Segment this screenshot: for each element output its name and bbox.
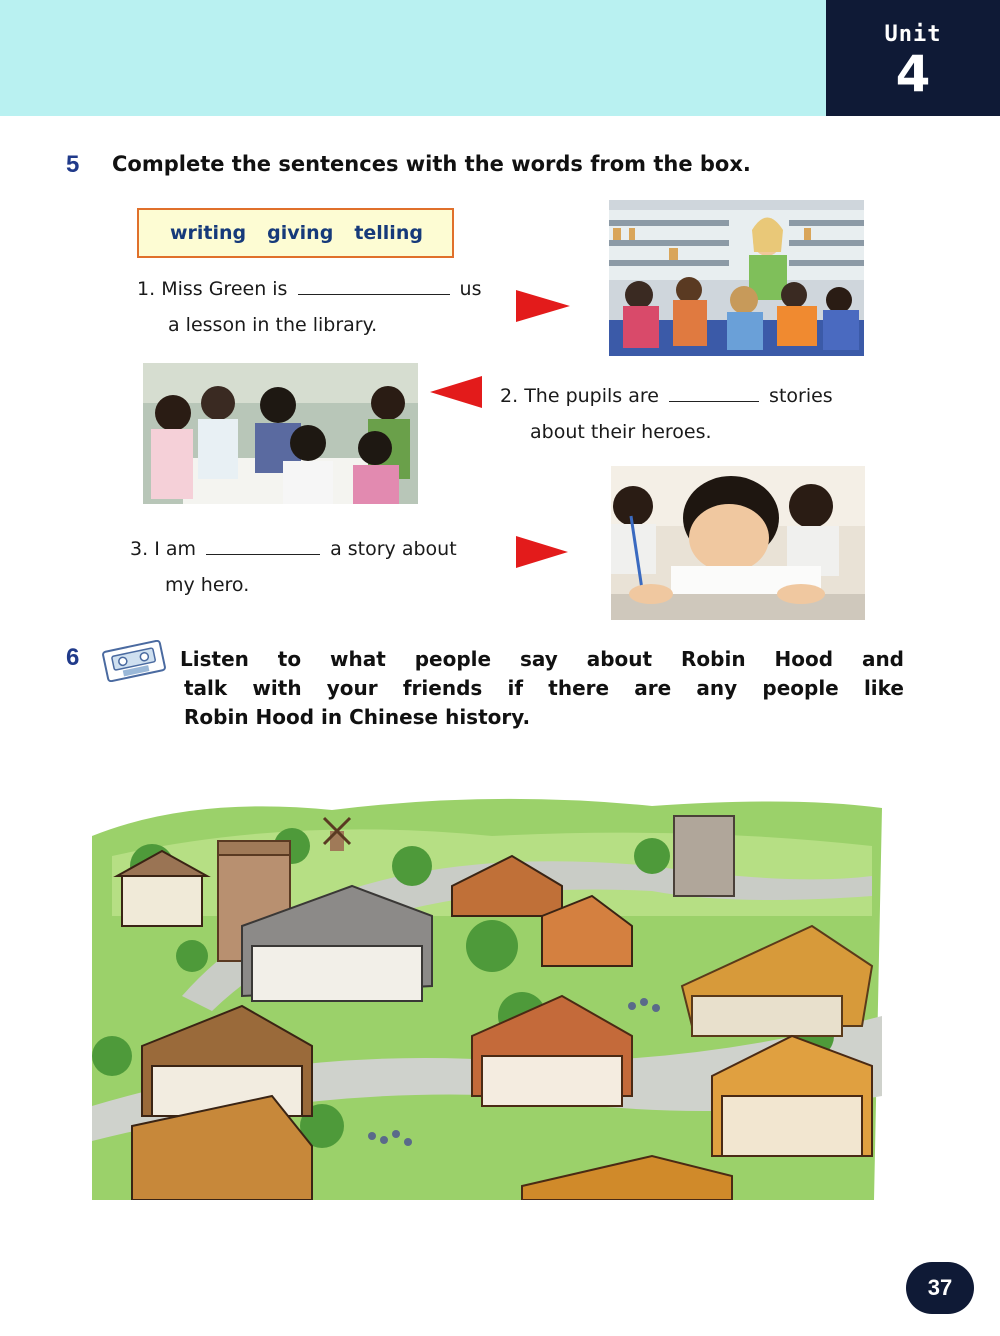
exercise-6-instruction [180,645,904,732]
arrow-left-icon [430,376,482,408]
medieval-town-illustration [92,796,882,1200]
sentence-number: 1. [137,278,156,300]
exercise-6-number: 6 [66,644,80,671]
word-box-item: writing [170,222,247,244]
unit-number: 4 [895,45,931,103]
arrow-right-icon [516,536,568,568]
sentence-text: I am [154,538,196,560]
boy-writing-photo [611,466,865,620]
exercise-5-instruction: Complete the sentences with the words from the box. [112,152,751,176]
unit-tab [826,0,1000,116]
page-number: 37 [906,1262,974,1314]
sentence-1-line-2: a lesson in the library. [168,314,378,336]
sentence-text: The pupils are [524,385,659,407]
sentence-3-line-1 [130,538,457,560]
word-box-item: telling [354,222,423,244]
answer-blank[interactable] [298,279,450,295]
library-lesson-photo [609,200,864,356]
sentence-text: a story about [330,538,457,560]
instruction-line: Robin Hood in Chinese history. [184,705,531,729]
word-box [137,208,454,258]
sentence-2-line-1 [500,385,833,407]
sentence-1-line-1 [137,278,482,300]
sentence-3-line-2: my hero. [165,574,250,596]
sentence-text: us [459,278,482,300]
instruction-line: Listen to what people say about Robin Hood and [180,647,904,671]
pupils-group-photo [143,363,418,504]
sentence-number: 3. [130,538,149,560]
sentence-number: 2. [500,385,519,407]
unit-label: Unit [884,22,942,47]
sentence-text: stories [769,385,833,407]
answer-blank[interactable] [206,539,320,555]
arrow-right-icon [516,290,570,322]
word-box-item: giving [267,222,334,244]
exercise-5-number: 5 [66,151,80,178]
sentence-text: Miss Green is [161,278,288,300]
cassette-tape-icon [101,640,167,682]
sentence-2-line-2: about their heroes. [530,421,712,443]
answer-blank[interactable] [669,386,759,402]
instruction-line: talk with your friends if there are any people like [184,676,904,700]
header-band [0,0,826,116]
